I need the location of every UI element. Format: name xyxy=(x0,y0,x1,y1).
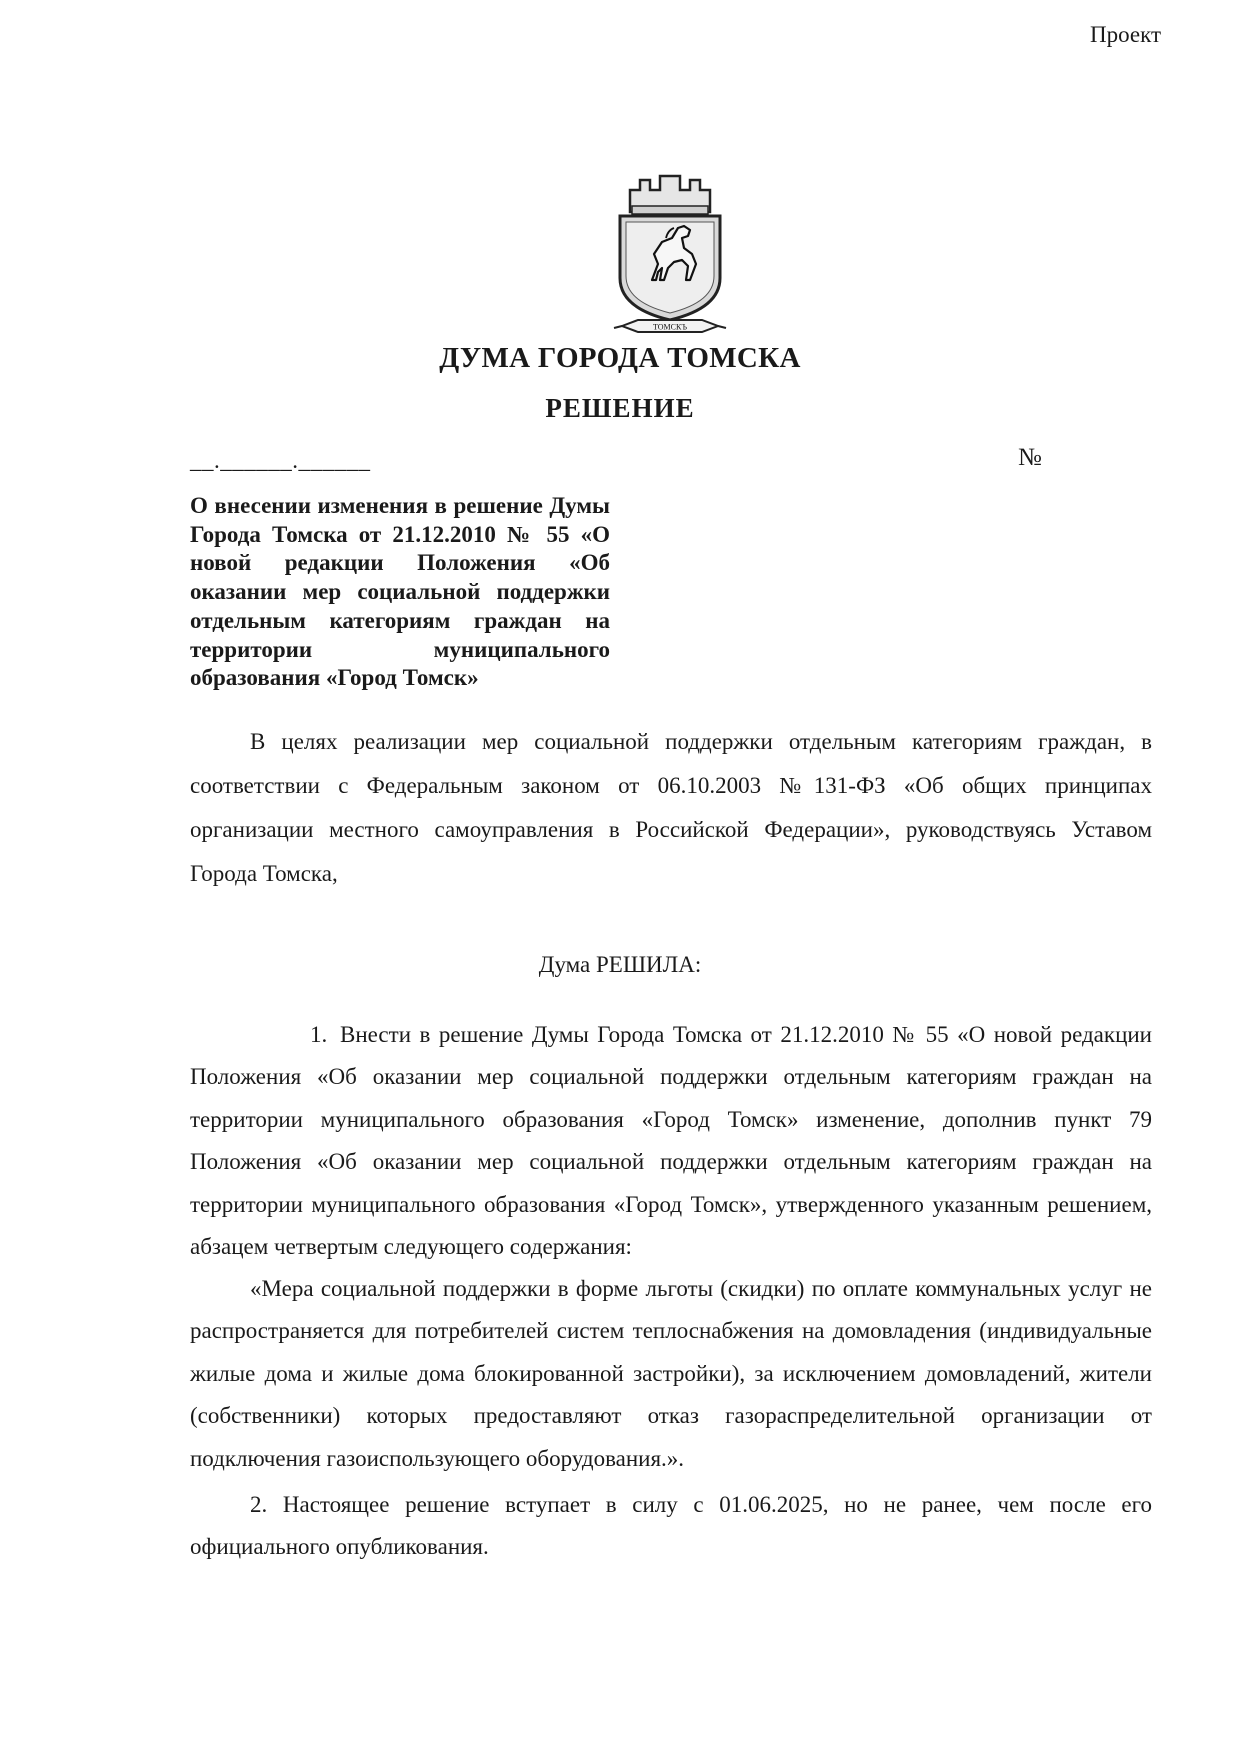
city-coat-of-arms xyxy=(612,168,728,340)
item-1-text: Внести в решение Думы Города Томска от 21.12.2010 № 55 «О новой редакции Положения «Об оказании мер социальной поддержки отдельным категориям граждан на территории муниципального образования «Город Томск» изменение, дополнив пункт 79 Положения «Об оказании мер социальной поддержки отдельным категориям граждан на территории муниципального образования «Город Томск», утвержденного указанным решением, абзацем четвертым следующего содержания: xyxy=(190,1022,1152,1260)
ribbon-text: ТОМСКЪ xyxy=(653,322,687,332)
decision-heading: Дума РЕШИЛА: xyxy=(538,952,702,977)
document-subject: О внесении изменения в решение Думы Города Томска от 21.12.2010 № 55 «О новой редакции Положения «Об оказании мер социальной поддержки отдельным категориям граждан на территории муниципального образования «Город Томск» xyxy=(190,493,610,691)
date-blank: __.______.______ xyxy=(190,448,371,473)
item-1-quote: «Мера социальной поддержки в форме льготы (скидки) по оплате коммунальных услуг не распространяется для потребителей систем теплоснабжения на домовладения (индивидуальные жилые дома и жилые дома блокированной застройки), за исключением домовладений, жители (собственники) которых предоставляют отказ газораспределительной организации от подключения газоиспользующего оборудования.». xyxy=(190,1276,1152,1471)
item-2-paragraph: 2. Настоящее решение вступает в силу с 01.06.2025, но не ранее, чем после его официального опубликования. xyxy=(190,1492,1152,1559)
intro-paragraph: В целях реализации мер социальной поддержки отдельным категориям граждан, в соответствии с Федеральным законом от 06.10.2003 №131-ФЗ «Об общих принципах организации местного самоуправления в Российской Федерации», руководствуясь Уставом Города Томска, xyxy=(190,729,1152,886)
item-1-paragraph xyxy=(190,1014,1152,1268)
number-label: № xyxy=(1018,444,1042,471)
item-1-number: 1. xyxy=(310,1022,328,1047)
organization-name: ДУМА ГОРОДА ТОМСКА xyxy=(439,342,801,374)
draft-label: Проект xyxy=(1090,22,1162,47)
document-type: РЕШЕНИЕ xyxy=(545,393,695,423)
